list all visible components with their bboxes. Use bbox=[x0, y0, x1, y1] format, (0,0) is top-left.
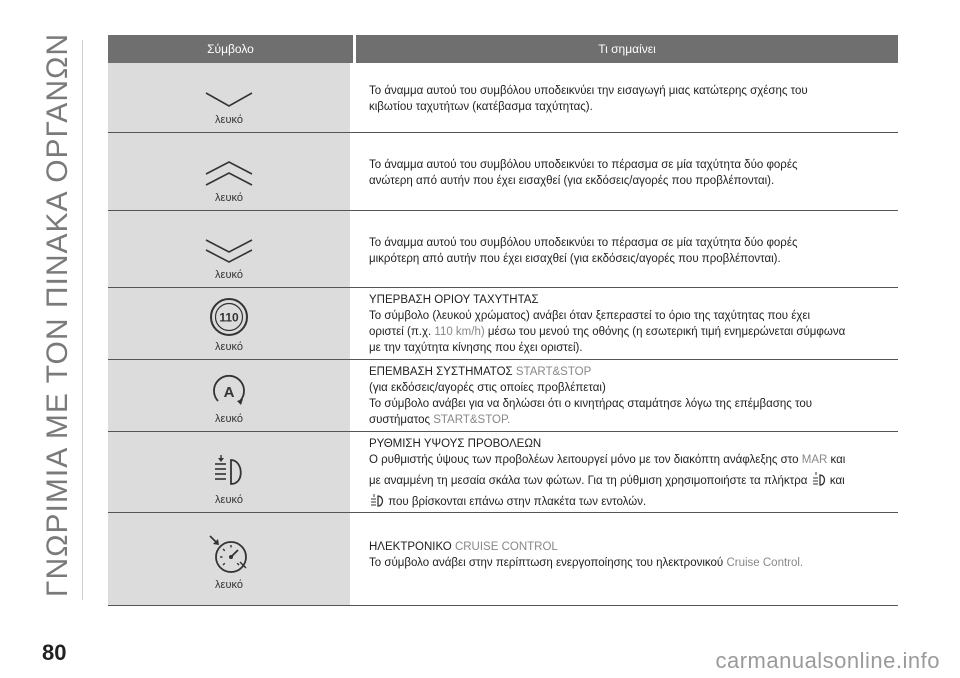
table-row bbox=[108, 360, 898, 432]
double-chevron-down-icon bbox=[204, 237, 254, 265]
meaning-cell: Το άναμμα αυτού του συμβόλου υποδεικνύει την εισαγωγή μιας κατώτερης σχέσης του κιβωτίου ταχυτήτων (κατέβασμα ταχύτητας). bbox=[369, 85, 808, 113]
page-number: 80 bbox=[42, 640, 67, 665]
meaning-cell: ΗΛΕΚΤΡΟΝΙΚΟ CRUISE CONTROL Το σύμβολο ανάβει στην περίπτωση ενεργοποίησης του ηλεκτρονικού Cruise Control. bbox=[353, 513, 898, 605]
color-label: λευκό bbox=[215, 192, 243, 204]
symbol-cell bbox=[108, 288, 353, 359]
headlight-leveling-icon bbox=[211, 454, 247, 490]
start-stop-icon bbox=[210, 373, 248, 409]
symbol-cell bbox=[108, 360, 353, 431]
table-row bbox=[108, 63, 898, 133]
row-title: ΡΥΘΜΙΣΗ ΥΨΟΥΣ ΠΡΟΒΟΛΕΩΝ bbox=[369, 438, 542, 450]
meaning-cell: Το άναμμα αυτού του συμβόλου υποδεικνύει το πέρασμα σε μία ταχύτητα δύο φορές ανώτερη από αυτήν που έχει εισαχθεί (για εκδόσεις/αγορές που προβλέπονται). bbox=[369, 159, 798, 187]
table-row bbox=[108, 513, 898, 606]
symbol-cell bbox=[108, 133, 353, 210]
row-title: ΕΠΕΜΒΑΣΗ ΣΥΣΤΗΜΑΤΟΣ START&STOP bbox=[369, 366, 592, 378]
table-row bbox=[108, 288, 898, 360]
table-row bbox=[108, 211, 898, 288]
symbol-cell bbox=[108, 513, 353, 605]
meaning-cell: Το άναμμα αυτού του συμβόλου υποδεικνύει το πέρασμα σε μία ταχύτητα δύο φορές μικρότερη από αυτήν που έχει εισαχθεί (για εκδόσεις/αγορές που προβλέπονται). bbox=[369, 237, 798, 265]
meaning-cell: ΕΠΕΜΒΑΣΗ ΣΥΣΤΗΜΑΤΟΣ START&STOP (για εκδόσεις/αγορές στις οποίες προβλέπεται) Το σύμβολο ανάβει για να δηλώσει ότι ο κινητήρας σταμάτησε λόγω της επέμβασης του συστήματος START&STOP. bbox=[353, 360, 898, 431]
meaning-cell: ΥΠΕΡΒΑΣΗ ΟΡΙΟΥ ΤΑΧΥΤΗΤΑΣ Το σύμβολο (λευκού χρώματος) ανάβει όταν ξεπεραστεί το όριο της ταχύτητας που έχει οριστεί (π.χ. 110 km/h) μέσω του μενού της οθόνης (η εσωτερική τιμή ενημερώνεται σύμφωνα με την ταχύτητα κίνησης που έχει οριστεί). bbox=[353, 288, 898, 359]
color-label: λευκό bbox=[215, 413, 243, 425]
row-title: ΗΛΕΚΤΡΟΝΙΚΟ CRUISE CONTROL bbox=[369, 541, 558, 553]
header-symbol: Σύμβολο bbox=[108, 35, 356, 63]
double-chevron-up-icon bbox=[204, 160, 254, 188]
color-label: λευκό bbox=[215, 494, 243, 506]
side-section-title: ΓΝΩΡΙΜΙΑ ΜΕ ΤΟΝ ΠΙΝΑΚΑ ΟΡΓΑΝΩΝ bbox=[41, 32, 75, 598]
symbol-cell bbox=[108, 432, 353, 512]
color-label: λευκό bbox=[215, 114, 243, 126]
symbol-table bbox=[108, 35, 898, 606]
svg-text:110: 110 bbox=[219, 310, 239, 325]
table-row bbox=[108, 432, 898, 513]
side-divider bbox=[82, 40, 83, 600]
color-label: λευκό bbox=[215, 579, 243, 591]
watermark: carmanualsonline.info bbox=[715, 648, 940, 673]
table-header bbox=[108, 35, 898, 63]
headlight-button-icon bbox=[369, 493, 385, 508]
speed-limit-110-icon bbox=[209, 297, 249, 337]
symbol-cell bbox=[108, 211, 353, 287]
cruise-control-icon bbox=[207, 533, 251, 575]
meaning-cell: ΡΥΘΜΙΣΗ ΥΨΟΥΣ ΠΡΟΒΟΛΕΩΝ Ο ρυθμιστής ύψους των προβολέων λειτουργεί μόνο με τον διακόπτη ανάφλεξης στο MAR και με αναμμένη τη μεσαία σκάλα των φώτων. Για τη ρύθμιση χρησιμοποιήστε τα πλήκτρα και που βρίσκονται επάνω στην πλακέτα των εντολών. bbox=[353, 432, 898, 512]
headlight-button-icon bbox=[811, 472, 827, 487]
svg-text:A: A bbox=[223, 384, 235, 401]
table-row bbox=[108, 133, 898, 211]
single-chevron-down-icon bbox=[204, 90, 254, 110]
header-meaning: Τι σημαίνει bbox=[356, 35, 898, 63]
symbol-cell bbox=[108, 63, 353, 132]
color-label: λευκό bbox=[215, 269, 243, 281]
color-label: λευκό bbox=[215, 341, 243, 353]
row-title: ΥΠΕΡΒΑΣΗ ΟΡΙΟΥ ΤΑΧΥΤΗΤΑΣ bbox=[369, 294, 539, 306]
